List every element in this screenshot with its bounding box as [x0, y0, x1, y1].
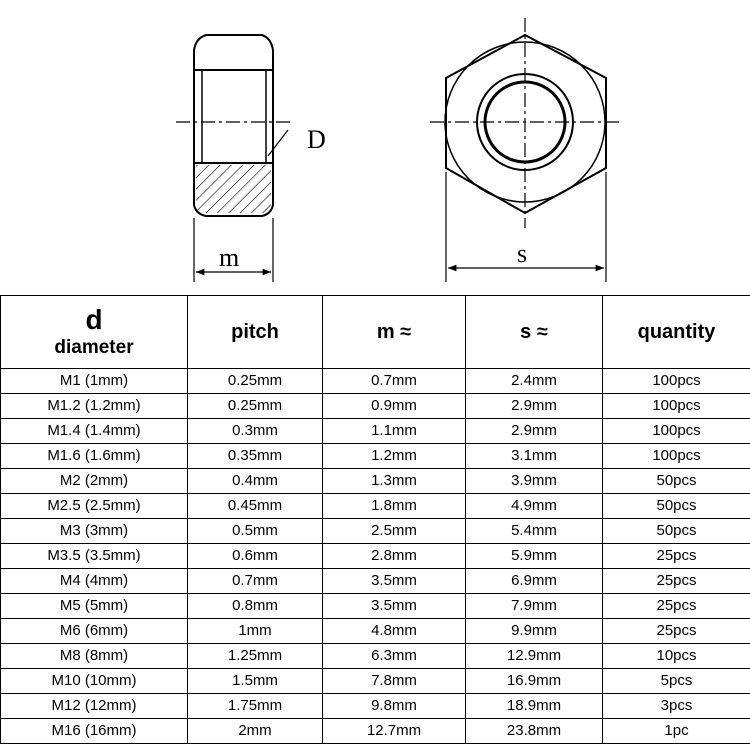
cell-diameter: M3.5 (3.5mm)	[1, 544, 188, 569]
cell-quantity: 25pcs	[603, 544, 750, 569]
cell-quantity: 100pcs	[603, 419, 750, 444]
table-row	[1, 469, 750, 494]
cell-quantity: 25pcs	[603, 594, 750, 619]
table-row	[1, 419, 750, 444]
cell-m: 0.9mm	[323, 394, 466, 419]
cell-m: 1.2mm	[323, 444, 466, 469]
cell-pitch: 0.35mm	[188, 444, 323, 469]
cell-quantity: 25pcs	[603, 619, 750, 644]
header-m: m ≈	[323, 296, 466, 369]
table-row	[1, 694, 750, 719]
cell-m: 2.5mm	[323, 519, 466, 544]
cell-m: 3.5mm	[323, 594, 466, 619]
cell-pitch: 0.5mm	[188, 519, 323, 544]
header-s: s ≈	[466, 296, 603, 369]
cell-quantity: 100pcs	[603, 369, 750, 394]
cell-s: 2.4mm	[466, 369, 603, 394]
cell-diameter: M1 (1mm)	[1, 369, 188, 394]
cell-pitch: 0.6mm	[188, 544, 323, 569]
header-d-symbol: d	[85, 304, 103, 335]
cell-pitch: 0.25mm	[188, 369, 323, 394]
cell-s: 6.9mm	[466, 569, 603, 594]
cell-s: 16.9mm	[466, 669, 603, 694]
cell-diameter: M8 (8mm)	[1, 644, 188, 669]
cell-m: 1.8mm	[323, 494, 466, 519]
cell-pitch: 0.4mm	[188, 469, 323, 494]
table-row	[1, 619, 750, 644]
cell-quantity: 10pcs	[603, 644, 750, 669]
cell-s: 5.4mm	[466, 519, 603, 544]
cell-quantity: 50pcs	[603, 519, 750, 544]
cell-diameter: M6 (6mm)	[1, 619, 188, 644]
header-diameter	[1, 296, 188, 369]
cell-pitch: 1mm	[188, 619, 323, 644]
cell-diameter: M3 (3mm)	[1, 519, 188, 544]
cell-quantity: 1pc	[603, 719, 750, 744]
cell-quantity: 25pcs	[603, 569, 750, 594]
table-row	[1, 569, 750, 594]
table-row	[1, 369, 750, 394]
table-row	[1, 544, 750, 569]
header-row	[1, 296, 750, 369]
cell-pitch: 0.8mm	[188, 594, 323, 619]
table-row	[1, 494, 750, 519]
cell-m: 1.1mm	[323, 419, 466, 444]
label-s: s	[517, 239, 528, 268]
cell-diameter: M2 (2mm)	[1, 469, 188, 494]
label-d: D	[307, 125, 326, 154]
cell-s: 12.9mm	[466, 644, 603, 669]
cell-pitch: 1.75mm	[188, 694, 323, 719]
cell-diameter: M16 (16mm)	[1, 719, 188, 744]
cell-quantity: 100pcs	[603, 394, 750, 419]
cell-m: 1.3mm	[323, 469, 466, 494]
cell-pitch: 0.3mm	[188, 419, 323, 444]
cell-s: 2.9mm	[466, 394, 603, 419]
label-m: m	[219, 243, 240, 272]
hex-nut-technical-drawing	[0, 0, 750, 295]
table-row	[1, 444, 750, 469]
cell-m: 6.3mm	[323, 644, 466, 669]
table-row	[1, 519, 750, 544]
cell-pitch: 2mm	[188, 719, 323, 744]
table-row	[1, 394, 750, 419]
spec-table	[0, 295, 750, 744]
cell-s: 4.9mm	[466, 494, 603, 519]
cell-s: 9.9mm	[466, 619, 603, 644]
cell-quantity: 3pcs	[603, 694, 750, 719]
cell-s: 2.9mm	[466, 419, 603, 444]
cell-diameter: M10 (10mm)	[1, 669, 188, 694]
cell-quantity: 100pcs	[603, 444, 750, 469]
cell-m: 3.5mm	[323, 569, 466, 594]
cell-diameter: M12 (12mm)	[1, 694, 188, 719]
cell-pitch: 1.5mm	[188, 669, 323, 694]
cell-s: 18.9mm	[466, 694, 603, 719]
cell-m: 12.7mm	[323, 719, 466, 744]
cell-diameter: M5 (5mm)	[1, 594, 188, 619]
cell-m: 4.8mm	[323, 619, 466, 644]
table-row	[1, 644, 750, 669]
table-row	[1, 719, 750, 744]
cell-m: 9.8mm	[323, 694, 466, 719]
cell-quantity: 50pcs	[603, 494, 750, 519]
cell-quantity: 50pcs	[603, 469, 750, 494]
cell-pitch: 0.45mm	[188, 494, 323, 519]
cell-s: 23.8mm	[466, 719, 603, 744]
cell-diameter: M1.4 (1.4mm)	[1, 419, 188, 444]
cell-m: 7.8mm	[323, 669, 466, 694]
cell-pitch: 0.25mm	[188, 394, 323, 419]
cell-quantity: 5pcs	[603, 669, 750, 694]
cell-s: 3.1mm	[466, 444, 603, 469]
header-d-label: diameter	[54, 337, 134, 358]
header-pitch: pitch	[188, 296, 323, 369]
header-quantity: quantity	[603, 296, 750, 369]
cell-diameter: M4 (4mm)	[1, 569, 188, 594]
cell-diameter: M1.2 (1.2mm)	[1, 394, 188, 419]
cell-s: 3.9mm	[466, 469, 603, 494]
cell-diameter: M1.6 (1.6mm)	[1, 444, 188, 469]
table-row	[1, 669, 750, 694]
cell-m: 0.7mm	[323, 369, 466, 394]
cell-s: 7.9mm	[466, 594, 603, 619]
cell-diameter: M2.5 (2.5mm)	[1, 494, 188, 519]
table-row	[1, 594, 750, 619]
cell-s: 5.9mm	[466, 544, 603, 569]
cell-pitch: 1.25mm	[188, 644, 323, 669]
cell-m: 2.8mm	[323, 544, 466, 569]
cell-pitch: 0.7mm	[188, 569, 323, 594]
